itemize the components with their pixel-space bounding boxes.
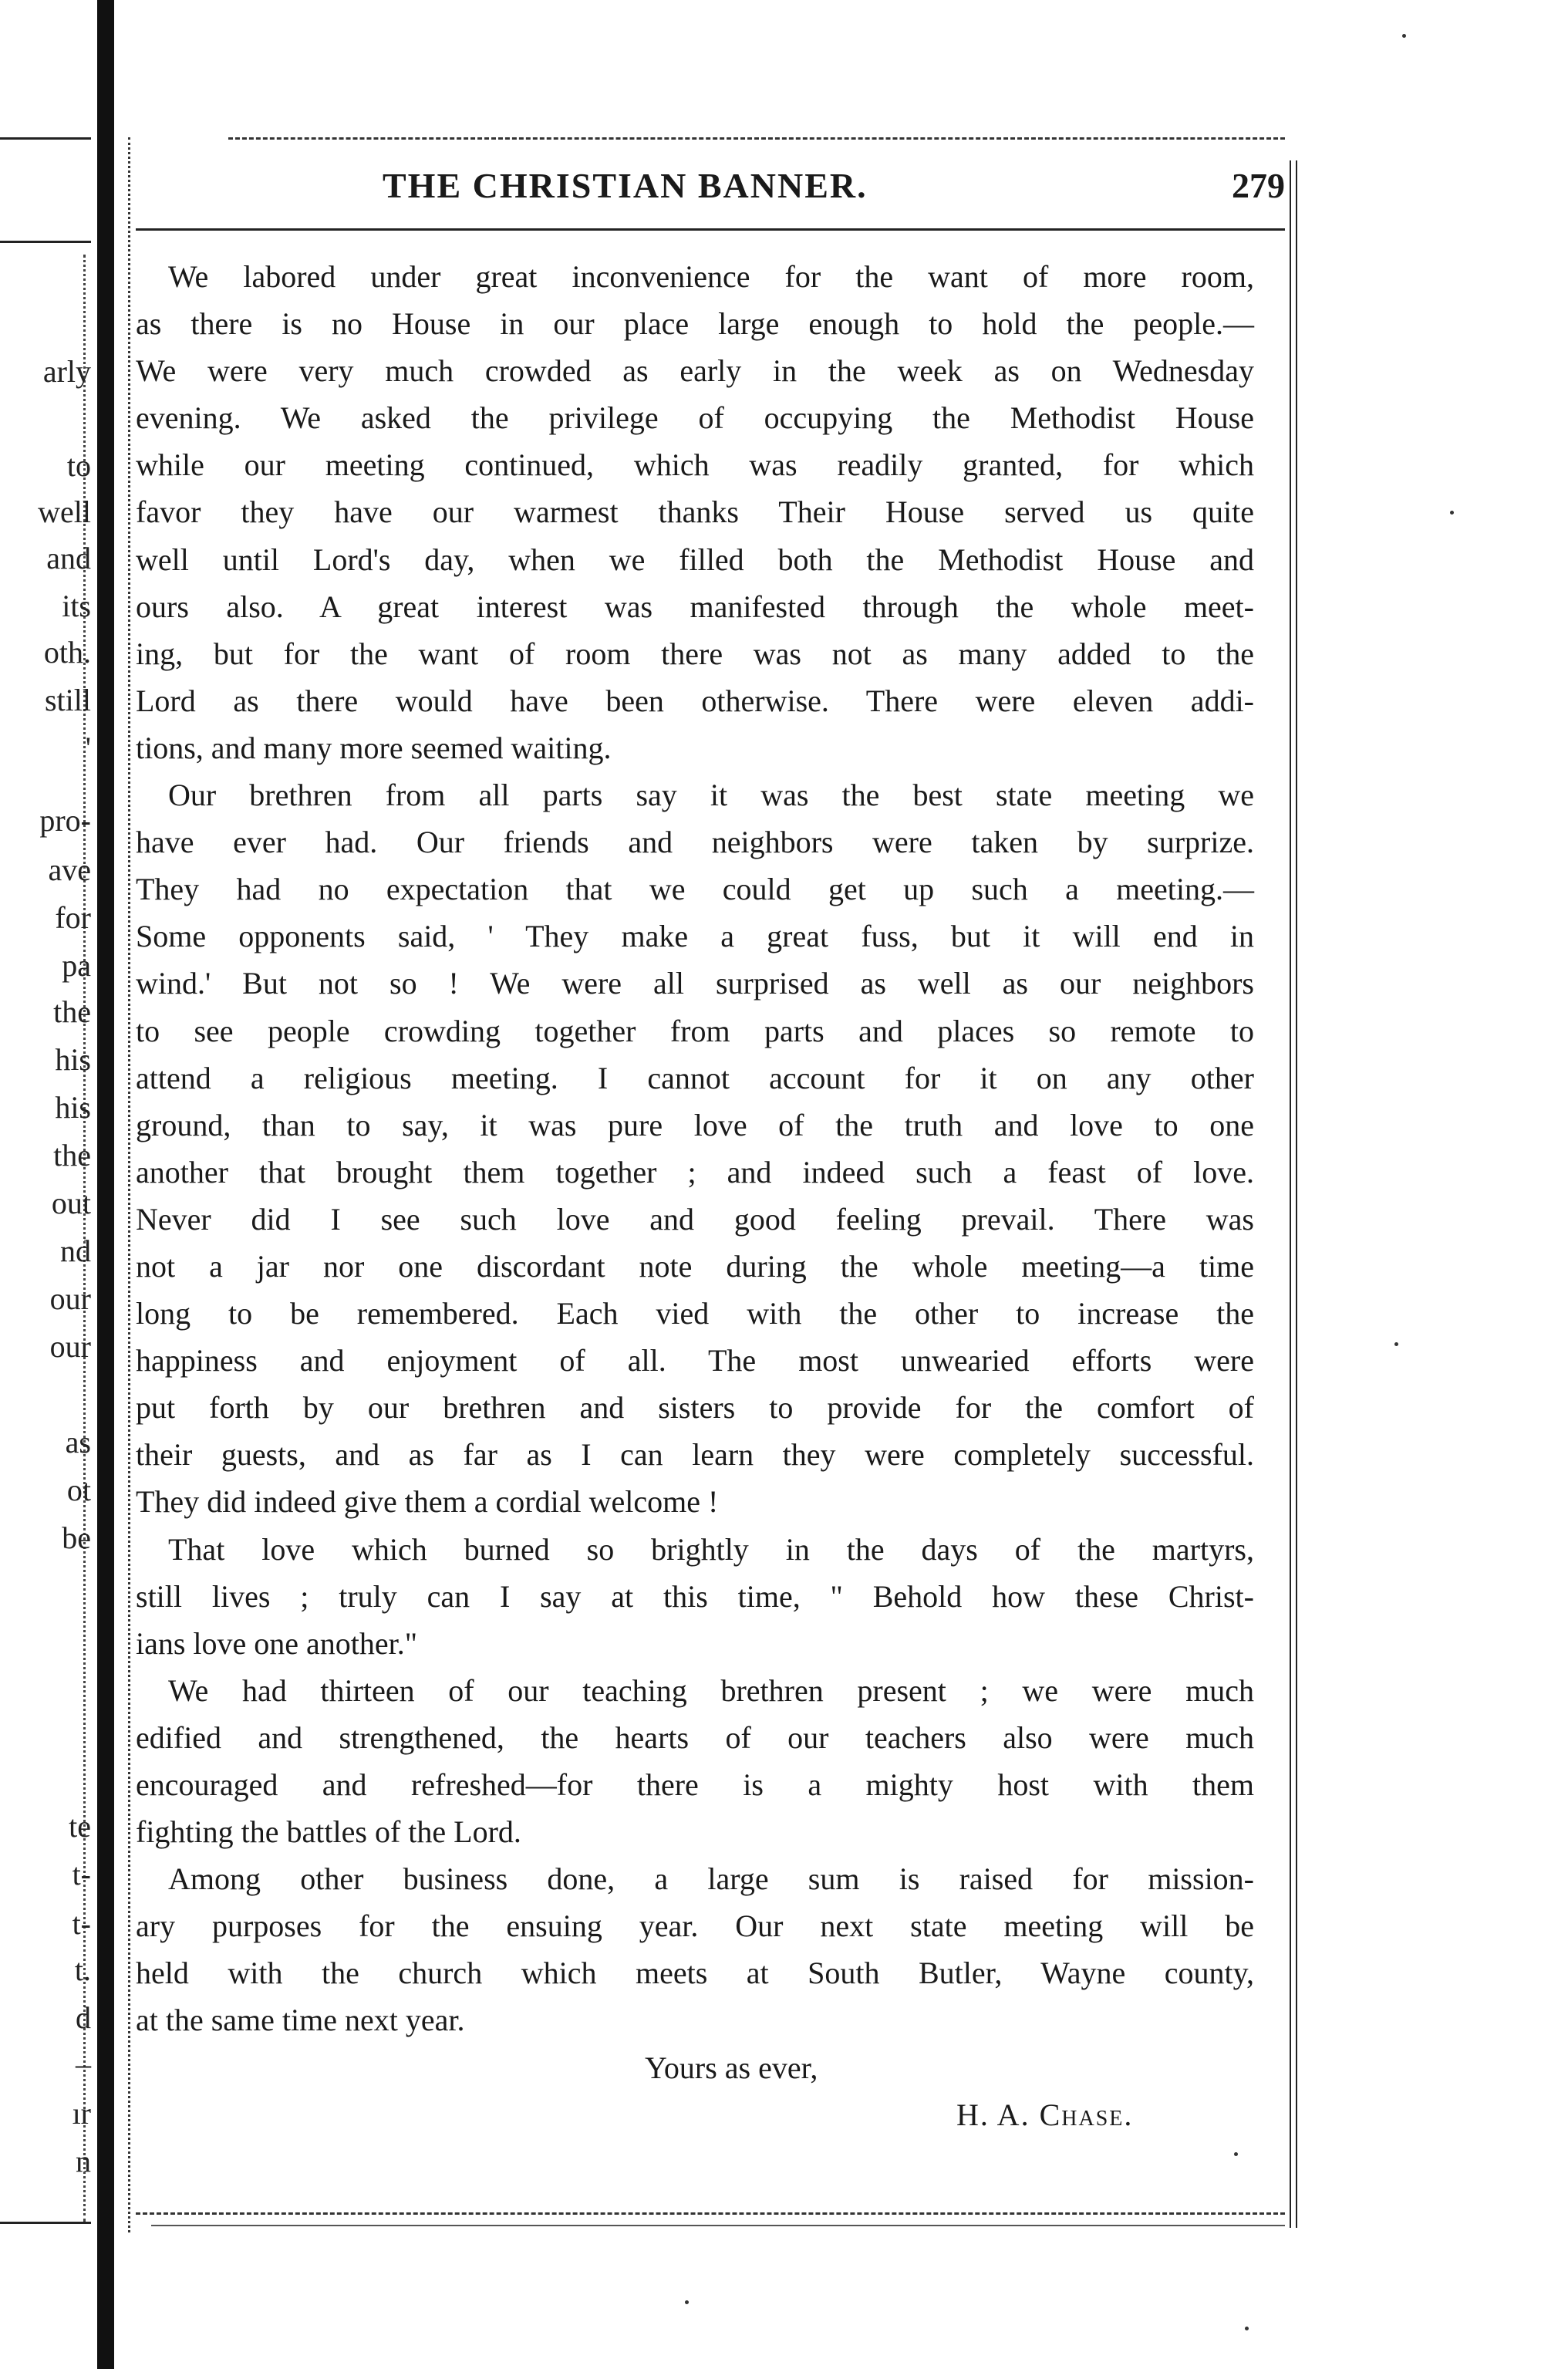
text-line: We labored under great inconvenience for the want of more room, [168, 259, 1254, 294]
text-line: encouraged and refreshed—for there is a mighty host with them [136, 1767, 1254, 1802]
fragment-word: te [69, 1809, 91, 1844]
fragment-word: t. [74, 1952, 91, 1987]
fragment-rule-header [0, 241, 91, 243]
text-line: have ever had. Our friends and neighbors were taken by surprize. [136, 825, 1254, 860]
fragment-word: pa [62, 948, 91, 983]
fragment-word: as [65, 1425, 91, 1460]
column-rule-right [1290, 160, 1297, 2228]
text-line: happiness and enjoyment of all. The most unwearied efforts were [136, 1343, 1254, 1379]
closing-salutation: Yours as ever, [645, 2050, 818, 2085]
text-line: put forth by our brethren and sisters to provide for the comfort of [136, 1390, 1254, 1426]
fragment-word: well [38, 494, 91, 529]
fragment-word: ave [48, 852, 91, 887]
scan-speck [1245, 2327, 1249, 2330]
page-header [136, 165, 1285, 219]
scan-speck [685, 2300, 689, 2304]
text-line: edified and strengthened, the hearts of our teachers also were much [136, 1719, 1254, 1755]
text-line: at the same time next year. [136, 2003, 465, 2038]
fragment-word: out [51, 1186, 91, 1220]
fragment-word: d [76, 2000, 91, 2035]
fragment-word: for [55, 900, 91, 935]
bottom-rule-double [151, 2225, 1285, 2226]
text-line: favor they have our warmest thanks Their House served us quite [136, 494, 1254, 530]
text-line: another that brought them together ; and indeed such a feast of love. [136, 1154, 1254, 1190]
fragment-rule-top [0, 137, 91, 140]
fragment-word: – [76, 2047, 91, 2081]
text-line: evening. We asked the privilege of occupying the Methodist House [136, 400, 1254, 436]
text-line: Among other business done, a large sum is raised for mission- [168, 1861, 1254, 1897]
fragment-word: our [49, 1329, 91, 1364]
text-line: ground, than to say, it was pure love of the truth and love to one [136, 1107, 1254, 1142]
binding-gutter [97, 0, 114, 2369]
fragment-word: ' [85, 731, 91, 765]
fragment-word: t- [72, 1857, 91, 1891]
text-line: while our meeting continued, which was readily granted, for which [136, 447, 1254, 483]
text-line: still lives ; truly can I say at this time, " Behold how these Christ- [136, 1578, 1254, 1614]
text-line: fighting the battles of the Lord. [136, 1814, 521, 1850]
text-line: Our brethren from all parts say it was the best state meeting we [168, 778, 1254, 813]
text-line: ians love one another." [136, 1625, 418, 1661]
fragment-word: t- [72, 1906, 91, 1941]
fragment-word: its [62, 589, 91, 623]
fragment-word: to [66, 448, 91, 483]
fragment-word: the [53, 994, 91, 1029]
fragment-word: and [46, 541, 91, 575]
fragment-word: his [55, 1090, 91, 1125]
fragment-word: nd [60, 1233, 91, 1268]
fragment-word: pro- [39, 803, 91, 838]
article-body [136, 253, 1254, 2138]
running-head: THE CHRISTIAN BANNER. [383, 166, 868, 205]
text-line: We were very much crowded as early in the week as on Wednesday [136, 353, 1254, 389]
header-rule [136, 228, 1285, 231]
text-line: Never did I see such love and good feeling prevail. There was [136, 1201, 1254, 1237]
text-line: well until Lord's day, when we filled both the Methodist House and [136, 542, 1254, 577]
fragment-word: oth. [43, 635, 91, 670]
fragment-word: ır [72, 2096, 91, 2131]
signature: H. A. Chase. [956, 2097, 1134, 2132]
text-line: ary purposes for the ensuing year. Our next state meeting will be [136, 1908, 1254, 1944]
top-rule [228, 137, 1285, 140]
text-line: ours also. A great interest was manifested through the whole meet- [136, 589, 1254, 624]
fragment-rule-bottom [0, 2222, 91, 2224]
scan-speck [1394, 1342, 1398, 1346]
text-line: We had thirteen of our teaching brethren present ; we were much [168, 1672, 1254, 1708]
fragment-word: the [53, 1138, 91, 1173]
text-line: as there is no House in our place large enough to hold the people.— [136, 306, 1254, 342]
text-line: They had no expectation that we could get up such a meeting.— [136, 872, 1254, 907]
bottom-rule [136, 2212, 1285, 2215]
scan-speck [1450, 511, 1454, 515]
page-number: 279 [1232, 166, 1285, 205]
text-line: tions, and many more seemed waiting. [136, 730, 612, 765]
text-line: ing, but for the want of room there was not as many added to the [136, 636, 1254, 671]
text-line: to see people crowding together from parts and places so remote to [136, 1013, 1254, 1048]
text-line: That love which burned so brightly in the days of the martyrs, [168, 1531, 1254, 1567]
facing-page-fragments [0, 0, 97, 2369]
fragment-word: arly [42, 354, 91, 389]
scan-speck [1402, 34, 1406, 38]
scan-speck [1234, 2152, 1238, 2156]
text-line: long to be remembered. Each vied with the other to increase the [136, 1296, 1254, 1331]
column-rule-left [128, 137, 130, 2232]
fragment-word: his [55, 1042, 91, 1077]
fragment-word: be [62, 1520, 91, 1555]
text-line: wind.' But not so ! We were all surprised as well as our neighbors [136, 966, 1254, 1001]
fragment-word: still [44, 683, 91, 717]
text-line: attend a religious meeting. I cannot account for it on any other [136, 1060, 1254, 1095]
text-line: Lord as there would have been otherwise. There were eleven addi- [136, 683, 1254, 718]
text-line: their guests, and as far as I can learn they were completely successful. [136, 1437, 1254, 1473]
fragment-word: n [76, 2144, 91, 2178]
text-line: Some opponents said, ' They make a great fuss, but it will end in [136, 919, 1254, 954]
fragment-word: our [49, 1281, 91, 1316]
page-column [136, 137, 1285, 2232]
text-line: They did indeed give them a cordial welcome ! [136, 1484, 719, 1520]
text-line: held with the church which meets at South Butler, Wayne county, [136, 1956, 1254, 1991]
text-line: not a jar nor one discordant note during the whole meeting—a time [136, 1248, 1254, 1284]
fragment-word: ot [66, 1473, 91, 1507]
